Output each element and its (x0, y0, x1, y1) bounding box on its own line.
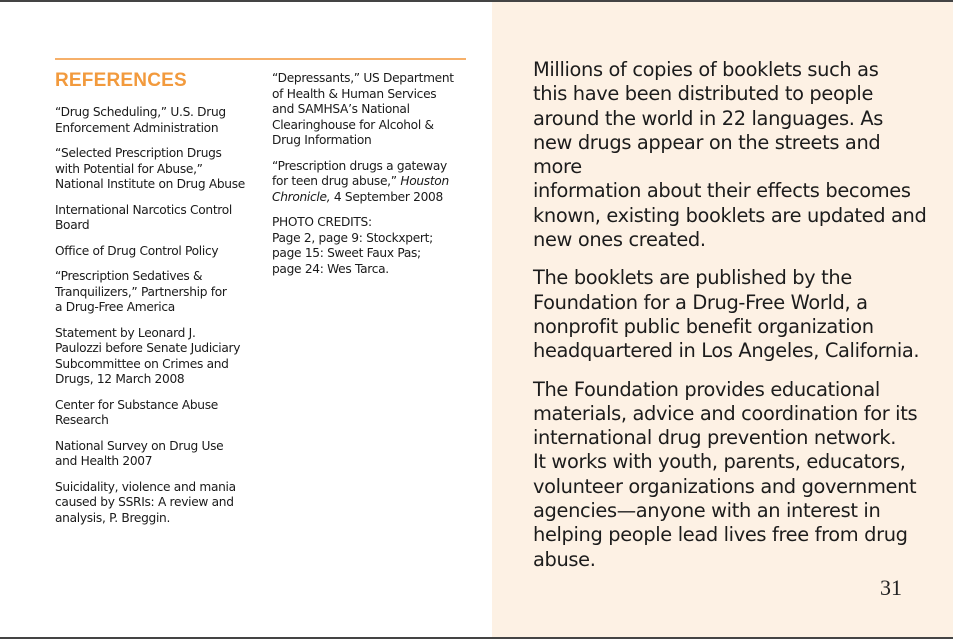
references-column-1 (55, 105, 255, 536)
references-column-2 (272, 71, 472, 277)
reference-item: Statement by Leonard J. Paulozzi before Senate Judiciary Subcommittee on Crimes and Drugs, 12 March 2008 (55, 325, 241, 386)
gateway-date: 4 September 2008 (330, 189, 443, 204)
page-number: 31 (880, 575, 902, 600)
body-text (533, 58, 933, 586)
reference-item: Office of Drug Control Policy (55, 243, 219, 258)
photo-credits-title: PHOTO CREDITS: (272, 215, 372, 229)
references-divider (55, 58, 466, 60)
body-paragraph: Millions of copies of booklets such as this have been distributed to people around the world in 22 languages. As new drugs appear on the streets and more information about their effects becomes known, existing booklets are updated and new ones created. (533, 58, 927, 252)
reference-item: National Survey on Drug Use and Health 2007 (55, 438, 224, 468)
reference-item: International Narcotics Control Board (55, 202, 232, 232)
reference-item-depressants: “Depressants,” US Department of Health & Human Services and SAMHSA’s National Clearinghouse for Alcohol & Drug Information (272, 71, 454, 147)
body-paragraph: The Foundation provides educational materials, advice and coordination for its international drug prevention network. It works with youth, parents, educators, volunteer organizations and government agencies—anyone with an interest in helping people lead lives free from drug abuse. (533, 377, 918, 571)
photo-credits (272, 215, 472, 277)
photo-credits-text: Page 2, page 9: Stockxpert; page 15: Sweet Faux Pas; page 24: Wes Tarca. (272, 230, 433, 276)
reference-item: “Drug Scheduling,” U.S. Drug Enforcement Administration (55, 105, 226, 135)
reference-item: “Prescription Sedatives & Tranquilizers,” Partnership for a Drug-Free America (55, 269, 227, 314)
reference-item-gateway (272, 159, 472, 206)
body-paragraph: The booklets are published by the Foundation for a Drug-Free World, a nonprofit public benefit organization headquartered in Los Angeles, California. (533, 266, 920, 363)
reference-item: Center for Substance Abuse Research (55, 397, 218, 427)
gateway-source: Houston Chronicle, (272, 174, 449, 204)
gateway-title: “Prescription drugs a gateway for teen drug abuse,” (272, 158, 447, 188)
reference-item: “Selected Prescription Drugs with Potential for Abuse,” National Institute on Drug Abuse (55, 146, 245, 191)
references-heading: REFERENCES (55, 70, 187, 91)
reference-item: Suicidality, violence and mania caused by SSRIs: A review and analysis, P. Breggin. (55, 479, 236, 525)
